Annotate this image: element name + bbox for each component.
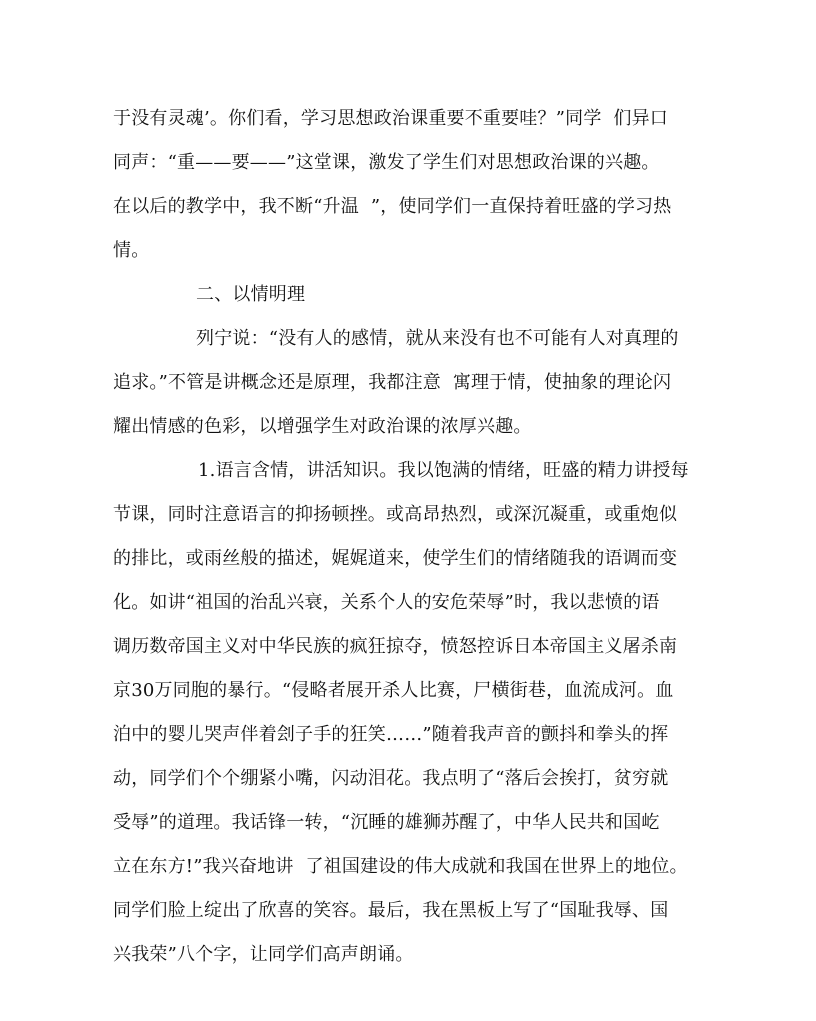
text-line: 列宁说：“没有人的感情，就从来没有也不可能有人对真理的 [196,328,679,349]
text-line: 动，同学们个个绷紧小嘴，闪动泪花。我点明了“落后会挨打，贫穷就 [113,768,669,789]
text-line: 耀出情感的色彩，以增强学生对政治课的浓厚兴趣。 [113,416,532,437]
text-line: 调历数帝国主义对中华民族的疯狂掠夺，愤怒控诉日本帝国主义屠杀南 [113,636,678,657]
text-line: 同声：“重——要——”这堂课，激发了学生们对思想政治课的兴趣。 [113,152,660,173]
text-line: 泊中的婴儿哭声伴着刽子手的狂笑……”随着我声音的颤抖和拳头的挥 [113,724,669,745]
text-line: 京30万同胞的暴行。“侵略者展开杀人比赛，尸横街巷，血流成河。血 [113,680,674,701]
text-line: 在以后的教学中，我不断“升温 ”，使同学们一直保持着旺盛的学习热 [113,196,672,217]
text-line: 同学们脸上绽出了欣喜的笑容。最后，我在黑板上写了“国耻我辱、国 [113,900,669,921]
text-line: 兴我荣”八个字，让同学们高声朗诵。 [113,944,414,965]
subsection-line: 1.语言含情，讲活知识。我以饱满的情绪，旺盛的精力讲授每 [198,460,689,481]
text-line: 立在东方!”我兴奋地讲 了祖国建设的伟大成就和我国在世界上的地位。 [113,856,688,877]
section-heading: 二、以情明理 [196,284,306,305]
text-line: 化。如讲“祖国的治乱兴衰，关系个人的安危荣辱”时，我以悲愤的语 [113,592,660,613]
text-line: 节课，同时注意语言的抑扬顿挫。或高昂热烈，或深沉凝重，或重炮似 [113,504,678,525]
text-line: 受辱”的道理。我话锋一转，“沉睡的雄狮苏醒了，中华人民共和国屹 [113,812,660,833]
text-line: 于没有灵魂’。你们看，学习思想政治课重要不重要哇？”同学 们异口 [113,108,668,129]
text-line: 情。 [113,240,150,261]
text-line: 追求。”不管是讲概念还是原理，我都注意 寓理于情，使抽象的理论闪 [113,372,672,393]
text-line: 的排比，或雨丝般的描述，娓娓道来，使学生们的情绪随我的语调而变 [113,548,678,569]
